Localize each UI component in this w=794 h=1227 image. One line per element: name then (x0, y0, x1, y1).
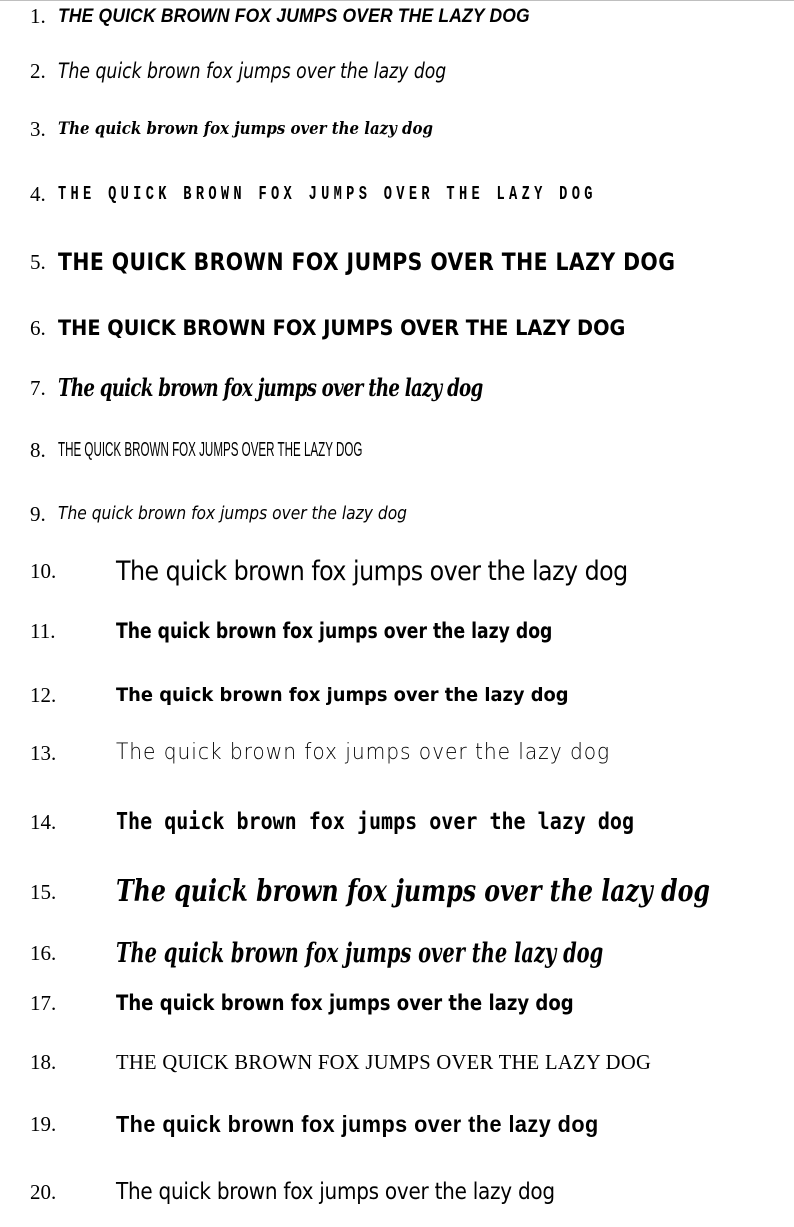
sample-text: THE QUICK BROWN FOX JUMPS OVER THE LAZY DOG (58, 182, 597, 205)
sample-number: 17. (30, 990, 57, 1015)
font-sample-row-8 (0, 428, 794, 472)
sample-number: 1. (30, 3, 46, 28)
sample-number: 11. (30, 618, 56, 643)
sample-text: The quick brown fox jumps over the lazy dog (116, 1178, 555, 1205)
sample-number: 15. (30, 879, 57, 904)
sample-number: 2. (30, 58, 46, 83)
sample-number: 10. (30, 558, 57, 583)
sample-number: 12. (30, 682, 57, 707)
font-sample-row-14 (0, 800, 794, 844)
font-sample-row-3 (0, 107, 794, 151)
sample-number: 5. (30, 249, 46, 274)
sample-number: 6. (30, 315, 46, 340)
sample-text: The quick brown fox jumps over the lazy dog (116, 740, 611, 765)
sample-text: The quick brown fox jumps over the lazy dog (116, 808, 635, 835)
sample-text: The quick brown fox jumps over the lazy dog (116, 990, 574, 1015)
font-sample-row-15 (0, 870, 794, 914)
font-sample-row-2 (0, 49, 794, 93)
sample-number: 16. (30, 940, 57, 965)
sample-text: THE QUICK BROWN FOX JUMPS OVER THE LAZY DOG (58, 439, 363, 461)
sample-text: The quick brown fox jumps over the lazy dog (58, 118, 433, 139)
sample-text: The quick brown fox jumps over the lazy dog (58, 58, 447, 83)
sample-number: 9. (30, 501, 46, 526)
sample-text: THE QUICK BROWN FOX JUMPS OVER THE LAZY DOG (58, 248, 676, 276)
sample-text: The quick brown fox jumps over the lazy dog (116, 874, 710, 909)
sample-number: 4. (30, 181, 46, 206)
sample-text: The quick brown fox jumps over the lazy dog (58, 503, 407, 524)
font-sample-row-6 (0, 306, 794, 350)
font-sample-row-5 (0, 240, 794, 284)
sample-number: 13. (30, 740, 57, 765)
sample-number: 20. (30, 1179, 57, 1204)
font-sample-row-7 (0, 366, 794, 410)
font-sample-row-11 (0, 609, 794, 653)
sample-text: The quick brown fox jumps over the lazy dog (58, 373, 483, 402)
sample-text: The quick brown fox jumps over the lazy dog (116, 683, 569, 706)
font-sample-row-13 (0, 731, 794, 775)
sample-number: 19. (30, 1111, 57, 1136)
sample-number: 7. (30, 375, 46, 400)
font-sample-row-4 (0, 172, 794, 216)
sample-text: The quick brown fox jumps over the lazy dog (116, 937, 604, 969)
sample-text: THE QUICK BROWN FOX JUMPS OVER THE LAZY DOG (58, 315, 626, 340)
sample-text: The quick brown fox jumps over the lazy dog (116, 1110, 599, 1137)
sample-number: 3. (30, 116, 46, 141)
font-sample-row-9 (0, 492, 794, 536)
sample-number: 8. (30, 437, 46, 462)
sample-text: The quick brown fox jumps over the lazy dog (116, 618, 553, 643)
sample-number: 18. (30, 1049, 57, 1074)
font-sample-row-20 (0, 1170, 794, 1214)
sample-number: 14. (30, 809, 57, 834)
sample-text: The quick brown fox jumps over the lazy dog (116, 555, 628, 587)
font-sample-row-16 (0, 931, 794, 975)
font-sample-row-1 (0, 0, 794, 38)
sample-text: THE QUICK BROWN FOX JUMPS OVER THE LAZY DOG (116, 1049, 652, 1074)
font-sample-row-17 (0, 981, 794, 1025)
font-sample-row-19 (0, 1102, 794, 1146)
sample-text: THE QUICK BROWN FOX JUMPS OVER THE LAZY DOG (58, 5, 530, 27)
font-sample-row-12 (0, 673, 794, 717)
font-sample-row-18 (0, 1040, 794, 1084)
font-sample-row-10 (0, 549, 794, 593)
